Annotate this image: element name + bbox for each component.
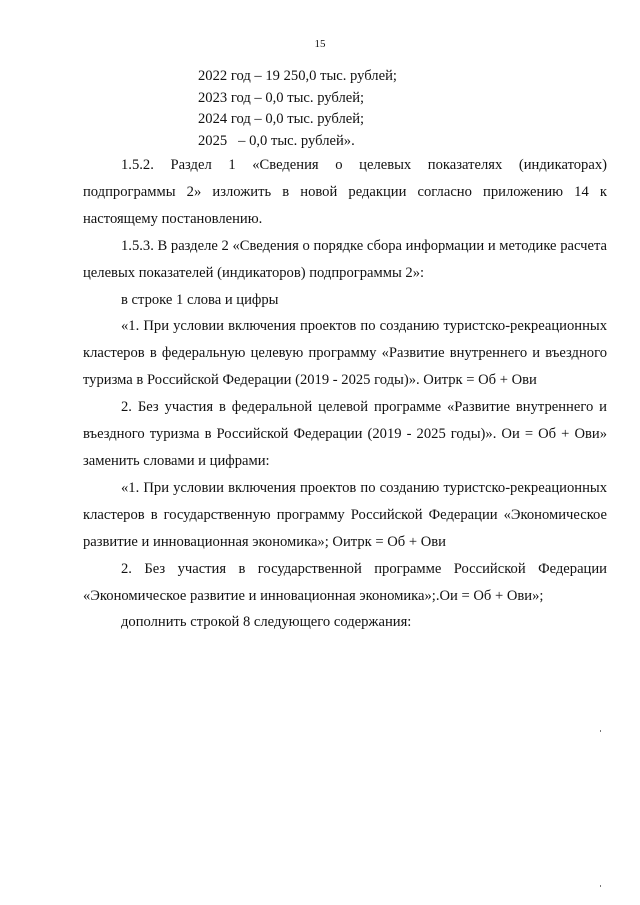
- paragraph-1-5-2: 1.5.2. Раздел 1 «Сведения о целевых показателях (индикаторах) подпрограммы 2» изложить в новой редакции согласно приложению 14 к настоящему постановлению.: [83, 157, 607, 227]
- paragraph-old-item-2: 2. Без участия в федеральной целевой программе «Развитие внутреннего и въездного туризма в Российской Федерации (2019 - 2025 годы)». Ои = Об + Ови» заменить словами и цифрами:: [83, 399, 607, 469]
- page-number: 15: [314, 38, 326, 50]
- funding-line-2025: 2025 – 0,0 тыс. рублей».: [198, 132, 355, 149]
- paragraph-1-5-3: 1.5.3. В разделе 2 «Сведения о порядке сбора информации и методике расчета целевых показателей (индикаторов) подпрограммы 2»:: [83, 237, 607, 281]
- funding-line-2023: 2023 год – 0,0 тыс. рублей;: [198, 89, 365, 106]
- funding-line-2022: 2022 год – 19 250,0 тыс. рублей;: [198, 68, 397, 84]
- document-body: [83, 152, 607, 636]
- funding-line-2024: 2024 год – 0,0 тыс. рублей;: [198, 111, 365, 127]
- funding-list: [198, 66, 397, 152]
- paragraph-new-item-2: 2. Без участия в государственной программе Российской Федерации «Экономическое развитие и инновационная экономика»;.Ои = Об + Ови»;: [83, 560, 607, 604]
- scan-speck: [600, 885, 601, 887]
- paragraph-add-row-8: дополнить строкой 8 следующего содержания:: [121, 614, 412, 631]
- scan-speck: [600, 730, 601, 732]
- paragraph-old-item-1: «1. При условии включения проектов по созданию туристско-рекреационных кластеров в федеральную целевую программу «Развитие внутреннего и въездного туризма в Российской Федерации (2019 - 2025 годы)». Оитрк = Об + Ови: [83, 318, 607, 389]
- paragraph-row-1-words: в строке 1 слова и цифры: [121, 291, 279, 308]
- paragraph-new-item-1: «1. При условии включения проектов по созданию туристско-рекреационных кластеров в государственную программу Российской Федерации «Экономическое развитие и инновационная экономика»; Оитрк = Об + Ови: [83, 479, 607, 550]
